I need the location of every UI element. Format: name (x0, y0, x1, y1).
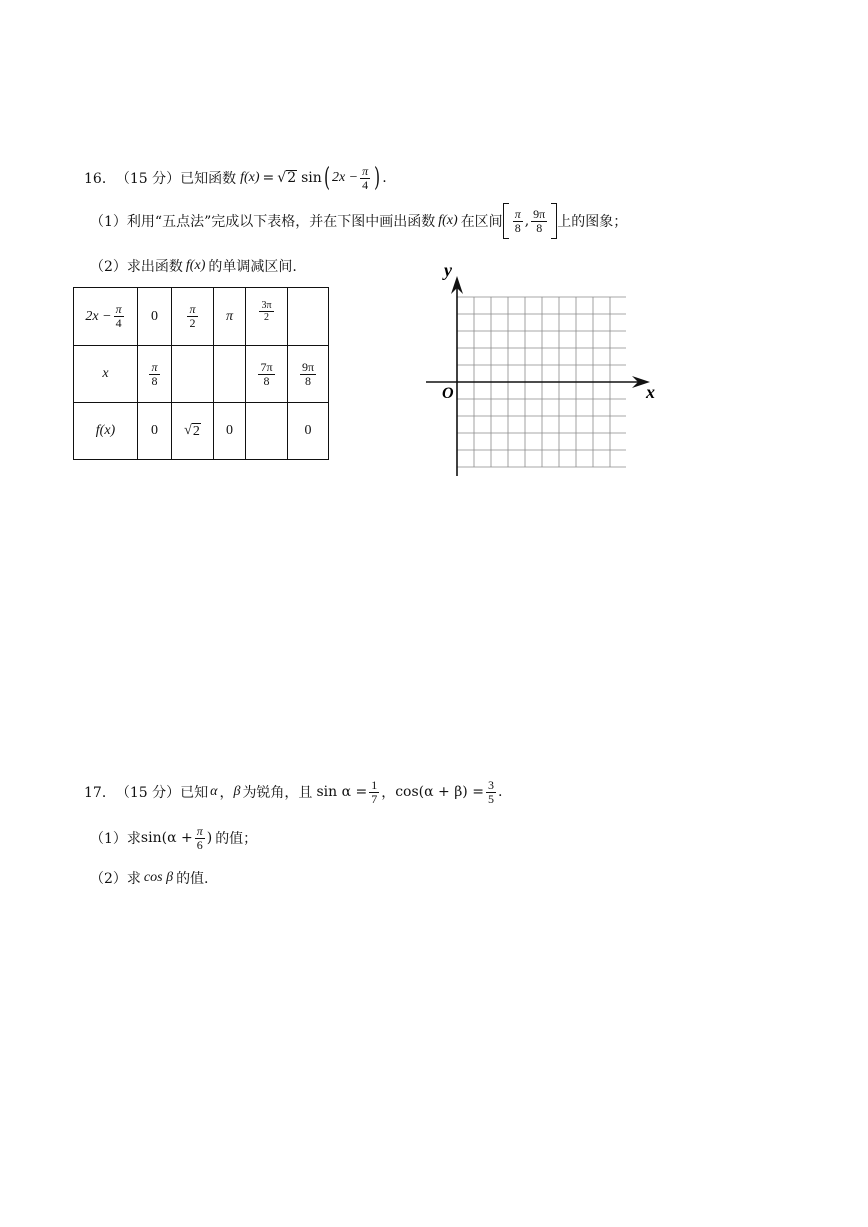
table-cell (288, 288, 329, 346)
q17-part2-cos: cos β (143, 870, 174, 885)
table-row (74, 403, 329, 460)
interval-b-num: 9π (533, 206, 546, 221)
interval-b-den: 8 (536, 220, 543, 235)
table-row (74, 288, 329, 346)
q17-cos-sum: cos(α + β) = (395, 784, 484, 800)
table-cell: 0 (138, 403, 172, 460)
table-cell: 0 (288, 403, 329, 460)
table-cell (172, 288, 214, 346)
table-cell: 0 (138, 288, 172, 346)
interval-b (531, 208, 547, 235)
interval-a-den: 8 (514, 220, 521, 235)
q16-paren-close: ) (374, 163, 381, 193)
q16-part2-tail: 的单调减区间. (208, 259, 297, 275)
table-cell: π (214, 288, 246, 346)
cell-den: 2 (189, 316, 196, 330)
q17-part1-frac-den: 6 (196, 837, 203, 852)
interval-a-num: π (514, 206, 521, 221)
q17-number: 17． (84, 785, 116, 801)
cell-num: π (151, 359, 158, 374)
origin-label: O (442, 385, 454, 402)
q17-sin-alpha: sin α = (316, 784, 368, 800)
table-cell (138, 346, 172, 403)
q16-score: （15 分） (115, 171, 181, 187)
q16-arg: 2x − (331, 170, 359, 185)
row1-header-text: 2x − (85, 308, 112, 324)
table-cell (246, 346, 288, 403)
q17-part2-tail: 的值. (176, 871, 209, 887)
q16-paren-open: ( (323, 163, 330, 193)
row1-header-den: 4 (115, 316, 122, 330)
q17-statement (84, 774, 502, 810)
q16-part2-label: （2） (90, 259, 127, 275)
row-header-2x-minus-pi-over-4 (74, 288, 138, 346)
q17-part1-frac (195, 825, 205, 852)
cell-sqrt-value: 2 (192, 424, 200, 439)
row-header-fx: f(x) (74, 403, 138, 460)
q16-part1-label: （1） (90, 214, 127, 230)
cell-den: 8 (263, 373, 270, 388)
q17-part2 (90, 866, 209, 890)
q17-end: . (497, 784, 503, 800)
row-header-x: x (74, 346, 138, 403)
cell-num: π (189, 302, 196, 316)
five-point-table (73, 287, 329, 460)
cell-num: 9π (301, 359, 315, 374)
table-cell (246, 403, 288, 460)
q17-sin-frac-num: 1 (371, 777, 378, 792)
q16-part1-tail: 上的图象； (557, 214, 628, 230)
q17-part1-close: ) (206, 830, 213, 846)
q17-intro: 已知 (180, 785, 209, 801)
interval-a (513, 208, 523, 235)
q17-part2-pre: 求 (126, 871, 141, 887)
q16-intro: 已知函数 (180, 171, 237, 187)
q16-part1-interval-pre: 在区间 (460, 214, 503, 230)
q17-comma2: ， (381, 785, 396, 801)
cell-den: 2 (264, 312, 269, 323)
q17-score: （15 分） (115, 785, 181, 801)
table-cell (288, 346, 329, 403)
q16-part2-text: 求出函数 (126, 259, 183, 275)
q17-acute: 为锐角，且 (242, 785, 313, 801)
cell-num: 7π (260, 359, 273, 374)
q17-part1-tail: 的值； (215, 831, 258, 847)
coordinate-grid (418, 262, 668, 480)
y-axis-label: y (444, 262, 452, 280)
q16-part2 (90, 254, 297, 278)
q16-part1 (90, 202, 627, 240)
q16-statement (84, 160, 387, 196)
table-row (74, 346, 329, 403)
q17-beta: β (233, 784, 241, 799)
cell-num: 3π (261, 300, 272, 311)
q17-comma1: ， (219, 785, 234, 801)
q17-part2-label: （2） (90, 871, 127, 887)
q16-end: . (382, 170, 387, 186)
q16-sqrt: √ 2 (277, 170, 297, 186)
q17-cos-frac (486, 779, 496, 806)
interval-comma: , (524, 213, 530, 229)
q16-arg-frac (360, 165, 370, 192)
q16-arg-frac-den: 4 (362, 177, 369, 192)
table-cell: √ 2 (172, 403, 214, 460)
table-cell: 0 (214, 403, 246, 460)
q17-part1-pre: 求 (126, 831, 141, 847)
q17-cos-frac-den: 5 (487, 791, 494, 806)
q17-sin-frac (369, 779, 379, 806)
table-cell (214, 346, 246, 403)
q17-part1 (90, 820, 257, 856)
q16-part1-text: 利用“五点法”完成以下表格，并在下图中画出函数 (126, 214, 436, 230)
q16-part1-func: f(x) (438, 213, 458, 228)
table-cell (246, 288, 288, 346)
q17-cos-frac-num: 3 (487, 777, 494, 792)
q17-part1-sin: sin(α + (140, 830, 193, 846)
q17-sin-frac-den: 7 (371, 791, 378, 806)
q16-func: f(x) (240, 170, 260, 185)
q16-arg-frac-num: π (362, 163, 369, 178)
q17-alpha: α (210, 784, 218, 799)
interval-bracket-left (503, 203, 509, 239)
q16-sin: sin (301, 170, 322, 186)
q17-part1-label: （1） (90, 831, 127, 847)
table-cell (172, 346, 214, 403)
x-axis-label: x (646, 382, 655, 402)
q17-part1-frac-num: π (196, 823, 203, 838)
q16-number: 16． (84, 171, 116, 187)
q16-part2-func: f(x) (185, 258, 206, 273)
q16-sqrt-value: 2 (287, 170, 297, 186)
row1-header-num: π (115, 302, 122, 316)
cell-den: 8 (305, 373, 311, 388)
q16-eq: = (262, 170, 275, 186)
cell-den: 8 (151, 373, 158, 388)
